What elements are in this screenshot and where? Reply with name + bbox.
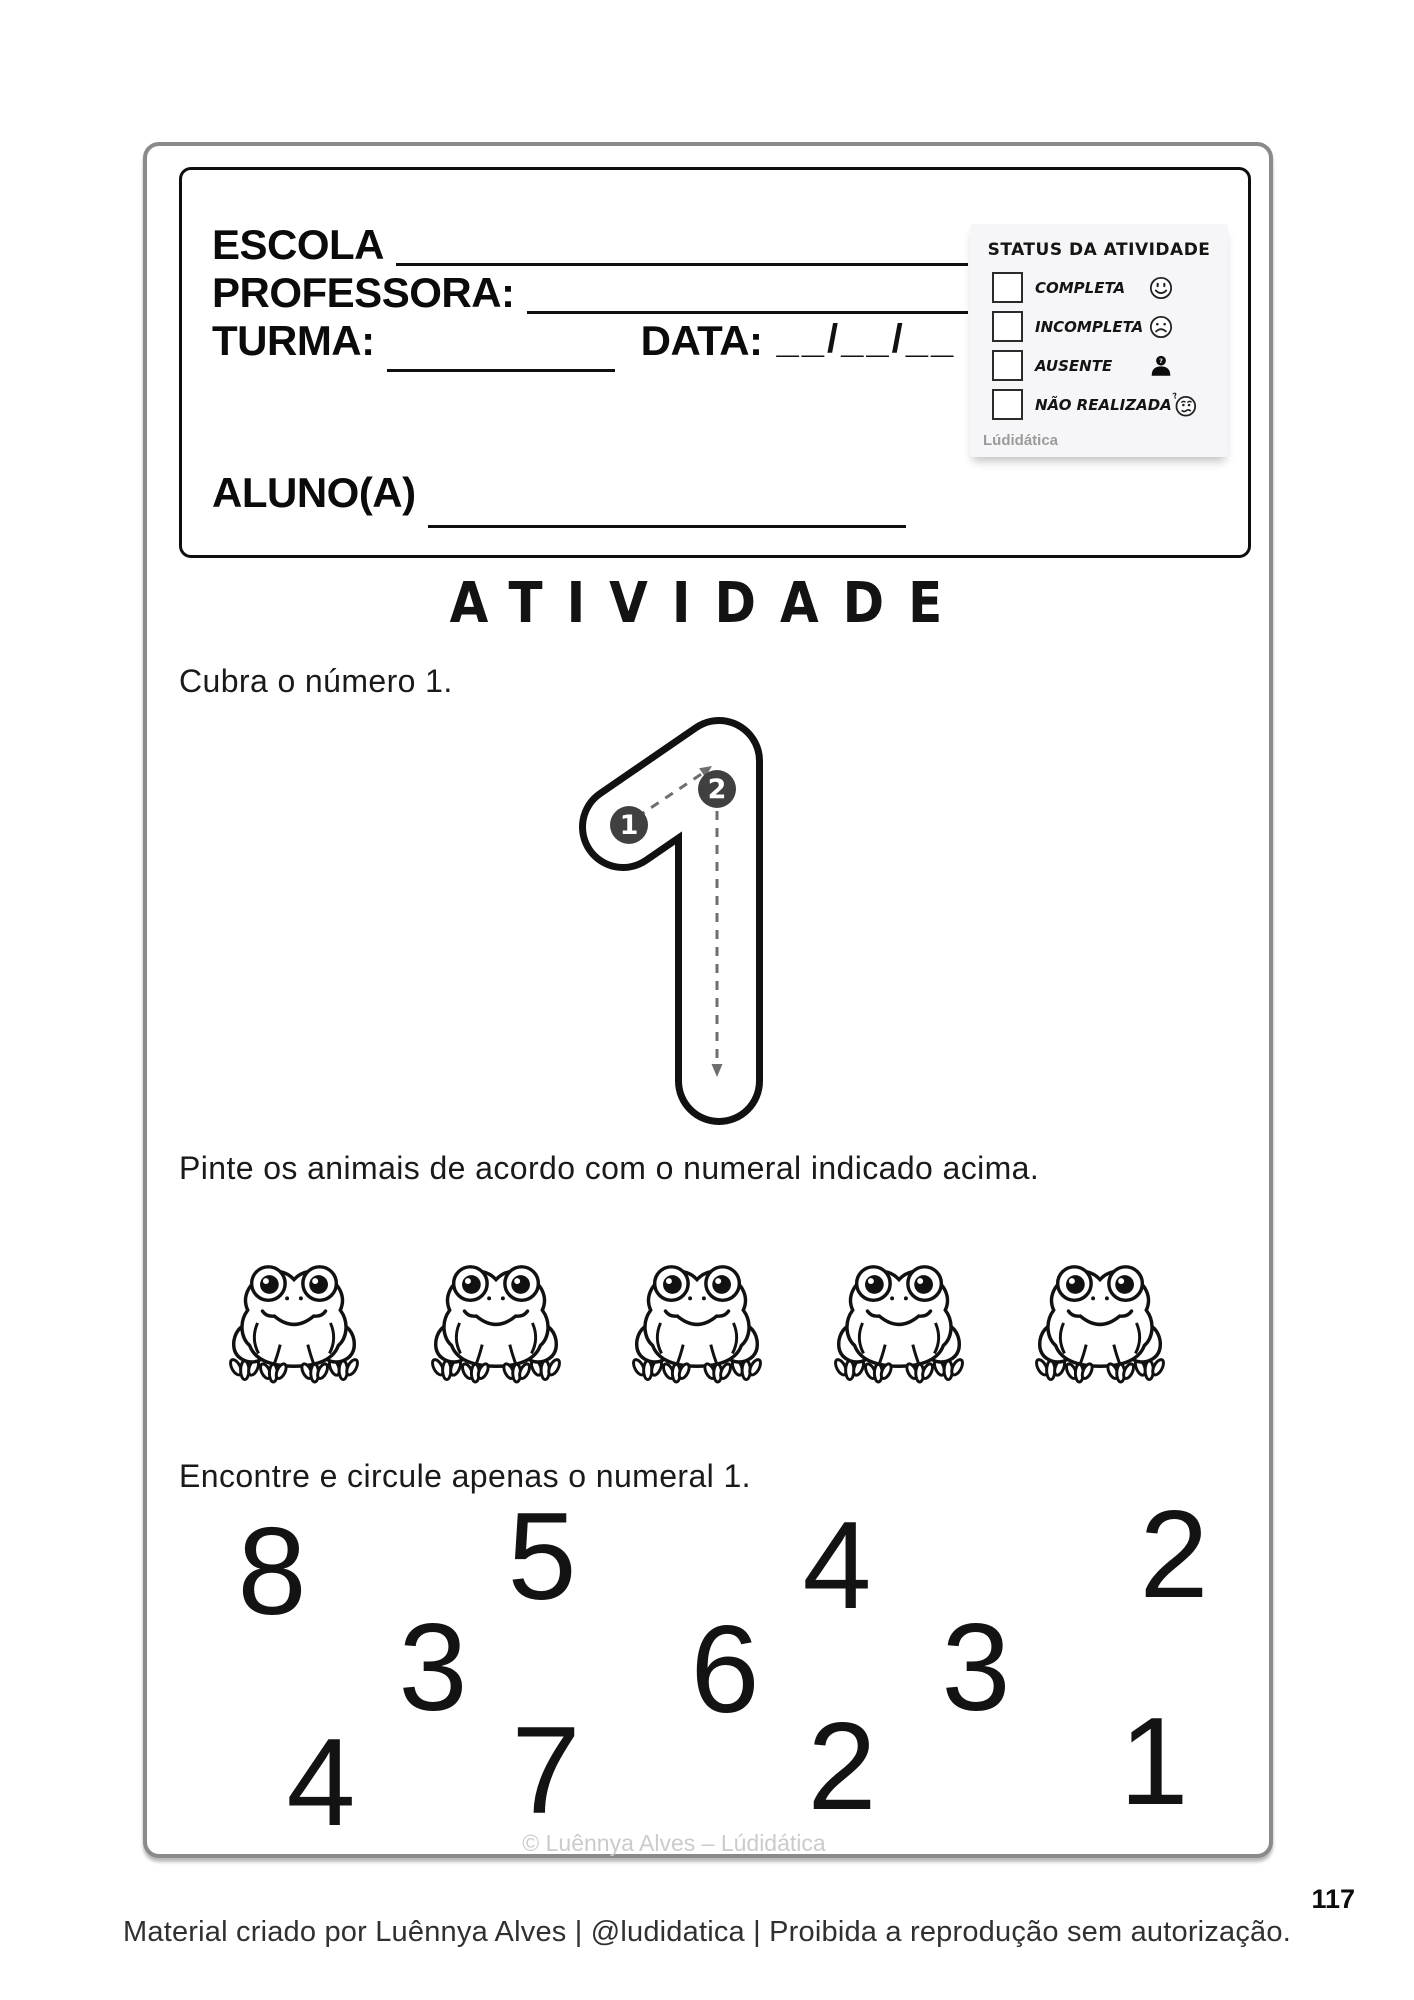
class-input-line[interactable] bbox=[387, 357, 615, 372]
student-label: ALUNO(A) bbox=[212, 469, 416, 516]
find-number[interactable]: 5 bbox=[507, 1488, 577, 1626]
student-input-line[interactable] bbox=[428, 513, 906, 528]
class-label: TURMA: bbox=[212, 317, 375, 364]
school-input-line[interactable] bbox=[396, 251, 968, 266]
class-date-row bbox=[212, 316, 968, 362]
status-row bbox=[970, 346, 1228, 385]
find-number[interactable]: 3 bbox=[941, 1599, 1011, 1737]
find-number[interactable]: 1 bbox=[1119, 1693, 1189, 1831]
confused-face-icon bbox=[1172, 392, 1198, 418]
trace-step-1-number: 1 bbox=[619, 810, 639, 841]
footer-credit: Material criado por Luênnya Alves | @ludidatica | Proibida a reprodução sem autorização. bbox=[123, 1916, 1291, 1948]
trace-step-2-number: 2 bbox=[707, 774, 727, 805]
status-label: COMPLETA bbox=[1035, 278, 1126, 297]
date-input-line[interactable]: __/__/__ bbox=[776, 317, 957, 361]
find-number[interactable]: 3 bbox=[398, 1599, 468, 1737]
frog-image[interactable] bbox=[628, 1254, 766, 1384]
brand-label: Lúdidática bbox=[983, 432, 1059, 449]
status-panel-title: STATUS DA ATIVIDADE bbox=[987, 240, 1211, 260]
teacher-field-row bbox=[212, 268, 968, 314]
status-row bbox=[970, 307, 1228, 346]
find-number[interactable]: 4 bbox=[286, 1714, 356, 1852]
watermark: © Luênnya Alves – Lúdidática bbox=[522, 1830, 826, 1856]
person-icon bbox=[1148, 353, 1174, 379]
sad-face-icon bbox=[1148, 314, 1174, 340]
find-number[interactable]: 2 bbox=[807, 1698, 877, 1836]
frog-image[interactable] bbox=[1031, 1254, 1169, 1384]
page-number: 117 bbox=[1311, 1884, 1355, 1914]
status-row bbox=[970, 385, 1228, 424]
activity-title: ATIVIDADE bbox=[449, 570, 967, 636]
status-checkbox[interactable] bbox=[992, 311, 1023, 342]
status-checkbox[interactable] bbox=[992, 350, 1023, 381]
find-instruction: Encontre e circule apenas o numeral 1. bbox=[179, 1458, 751, 1494]
status-checkbox[interactable] bbox=[992, 272, 1023, 303]
status-label: INCOMPLETA bbox=[1035, 317, 1144, 336]
teacher-label: PROFESSORA: bbox=[212, 269, 515, 316]
student-field-row bbox=[212, 468, 968, 514]
find-number[interactable]: 4 bbox=[802, 1497, 872, 1635]
find-number[interactable]: 8 bbox=[237, 1503, 307, 1641]
status-rows bbox=[970, 268, 1228, 424]
frog-image[interactable] bbox=[427, 1254, 565, 1384]
find-number[interactable]: 7 bbox=[511, 1702, 581, 1840]
status-checkbox[interactable] bbox=[992, 389, 1023, 420]
frog-image[interactable] bbox=[225, 1254, 363, 1384]
teacher-input-line[interactable] bbox=[527, 299, 968, 314]
trace-instruction: Cubra o número 1. bbox=[179, 663, 453, 699]
status-label: NÃO REALIZADA bbox=[1035, 395, 1172, 414]
status-panel bbox=[970, 224, 1228, 457]
frog-image[interactable] bbox=[830, 1254, 968, 1384]
find-number[interactable]: 6 bbox=[690, 1601, 760, 1739]
frog-row bbox=[225, 1254, 1169, 1384]
worksheet-card bbox=[143, 142, 1273, 1858]
find-number[interactable]: 2 bbox=[1139, 1486, 1209, 1624]
header-box bbox=[179, 167, 1251, 558]
paint-instruction: Pinte os animais de acordo com o numeral indicado acima. bbox=[179, 1150, 1040, 1186]
status-row bbox=[970, 268, 1228, 307]
date-label: DATA: bbox=[640, 317, 763, 364]
header-fields bbox=[212, 170, 968, 555]
happy-face-icon bbox=[1148, 275, 1174, 301]
school-label: ESCOLA bbox=[212, 221, 385, 268]
trace-number-outline[interactable] bbox=[579, 717, 763, 1129]
status-label: AUSENTE bbox=[1035, 356, 1113, 375]
school-field-row bbox=[212, 220, 968, 266]
